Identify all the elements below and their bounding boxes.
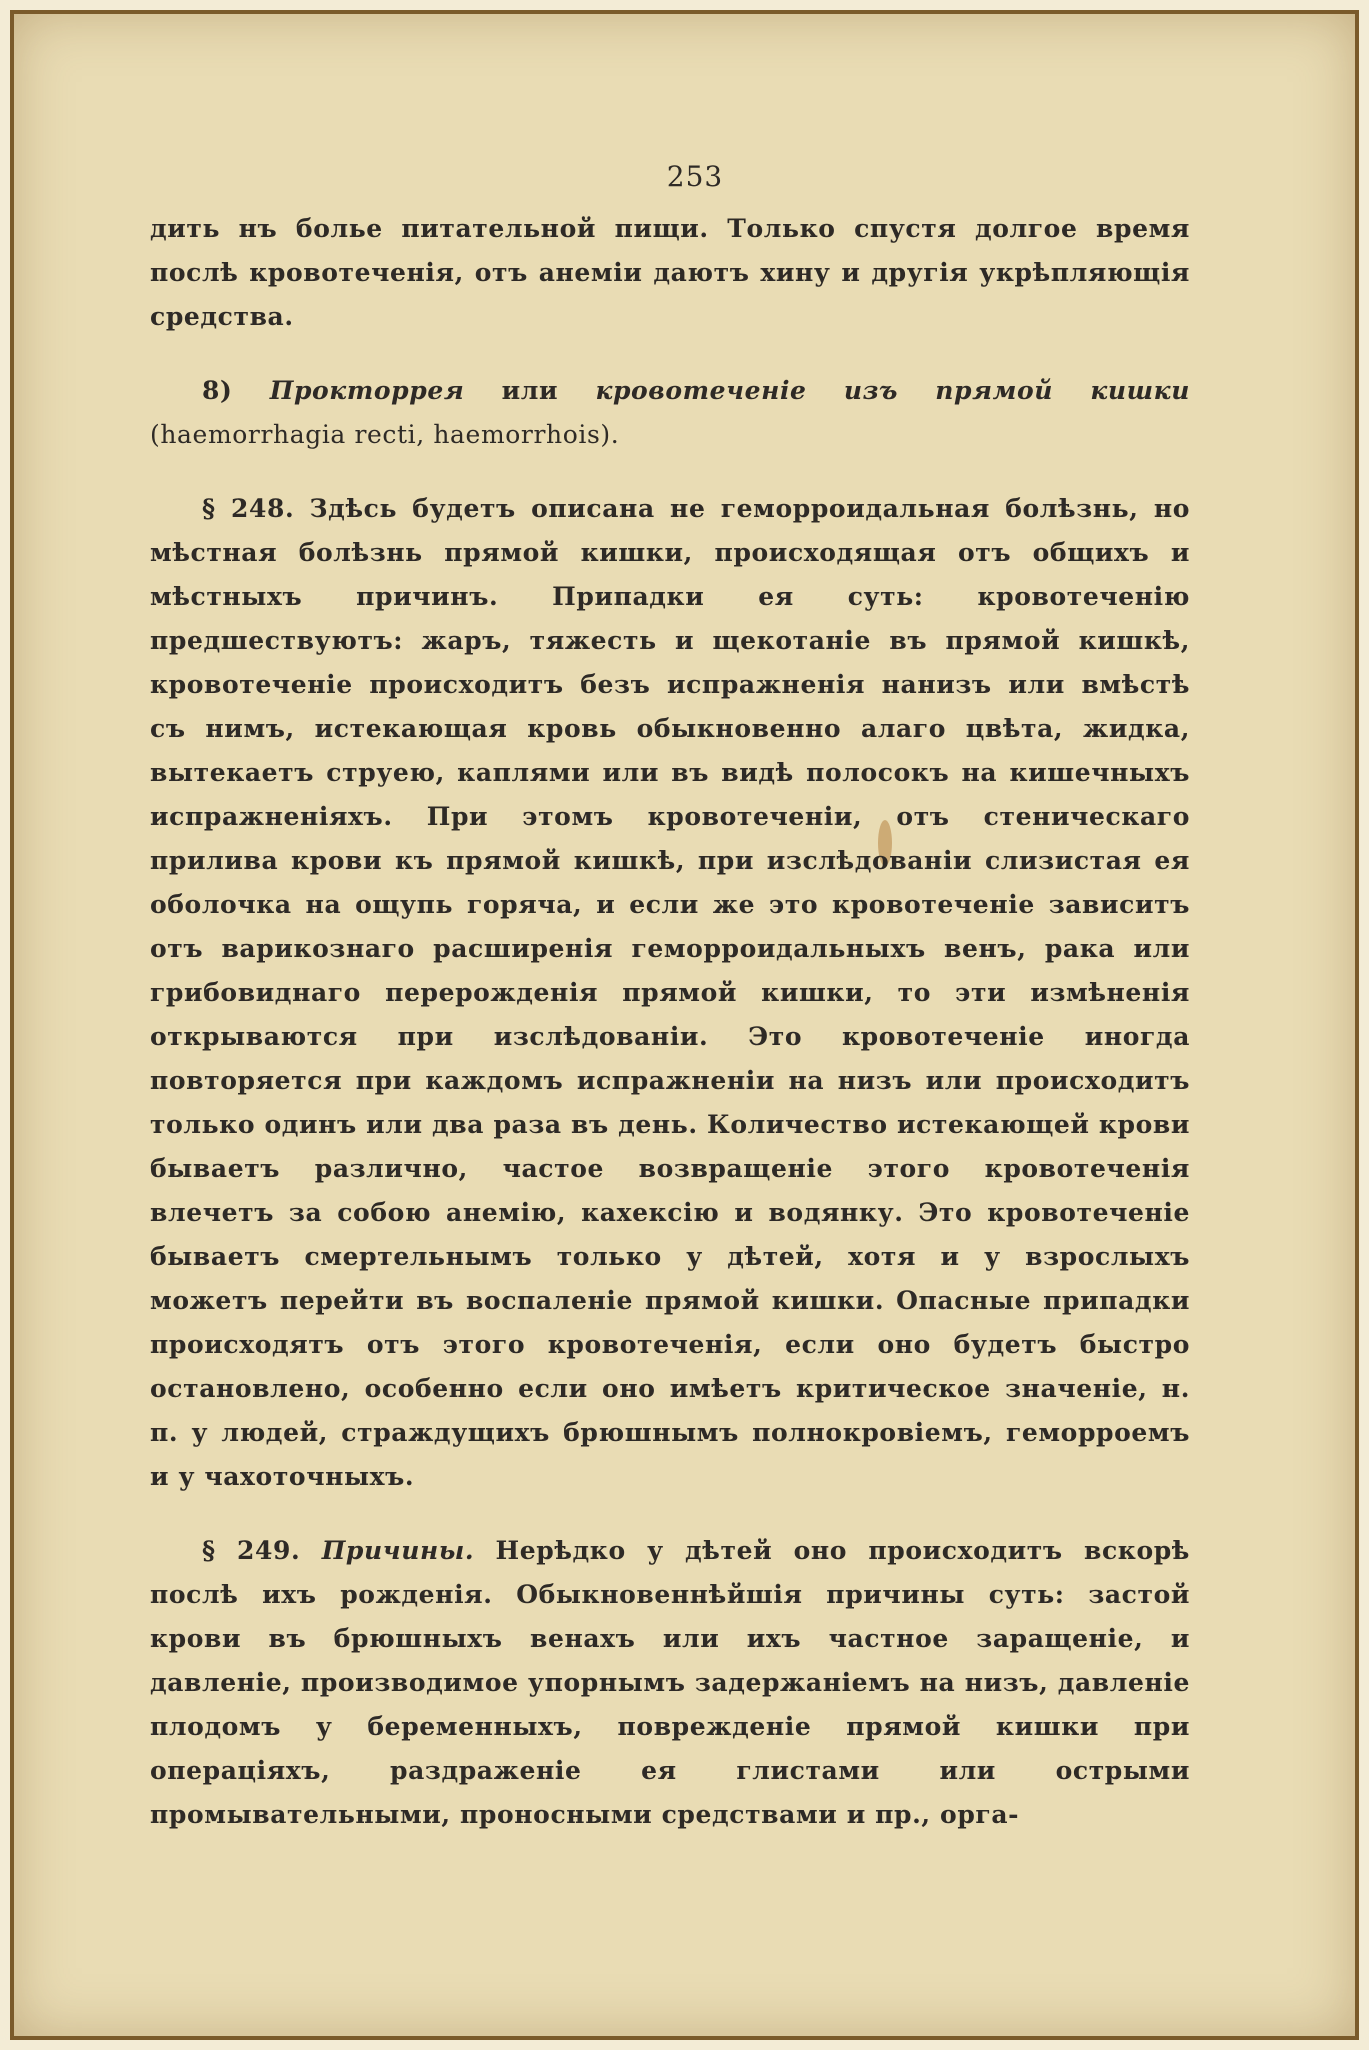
heading-latin-term: (haemorrhagia recti, haemorrhois). [150,420,620,449]
heading-connector: или [501,376,559,405]
section-text: Нерѣдко у дѣтей оно происходитъ вскорѣ послѣ ихъ рожденія. Обыкновеннѣйшія причины суть: застой крови въ брюшныхъ венахъ или ихъ частное заращеніе, и давленіе, производимое упорнымъ задержаніемъ на низъ, давленіе плодомъ у беременныхъ, поврежденіе прямой кишки при операціяхъ, раздраженіе ея глистами или острыми промывательными, проносными средствами и пр., орга- [150,1536,1190,1829]
paragraph-section-249 [150,1529,1190,1837]
section-number: § 249. [202,1536,301,1565]
heading-number: 8) [202,376,233,405]
paragraph-continuation: дить нъ болье питательной пищи. Только спустя долгое время послѣ кровотеченія, отъ анеміи даютъ хину и другія укрѣпляющія средства. [150,214,1190,331]
heading-title-alt: кровотеченіе изъ прямой кишки [595,376,1190,405]
heading-title: Прокторрея [269,376,465,405]
paragraph-section-248: § 248. Здѣсь будетъ описана не геморроидальная болѣзнь, но мѣстная болѣзнь прямой кишки, происходящая отъ общихъ и мѣстныхъ причинъ. Припадки ея суть: кровотеченію предшествуютъ: жаръ, тяжесть и щекотаніе въ прямой кишкѣ, кровотеченіе происходитъ безъ испражненія нанизъ или вмѣстѣ съ нимъ, истекающая кровь обыкновенно алаго цвѣта, жидка, вытекаетъ струею, каплями или въ видѣ полосокъ на кишечныхъ испражненіяхъ. При этомъ кровотеченіи, отъ стеническаго прилива крови къ прямой кишкѣ, при изслѣдованіи слизистая ея оболочка на ощупь горяча, и если же это кровотеченіе зависитъ отъ варикознаго расширенія геморроидальныхъ венъ, рака или грибовиднаго перерожденія прямой кишки, то эти измѣненія открываются при изслѣдованіи. Это кровотеченіе иногда повторяется при каждомъ испражненіи на низъ или происходитъ только одинъ или два раза въ день. Количество истекающей крови бываетъ различно, частое возвращеніе этого кровотеченія влечетъ за собою анемію, кахексію и водянку. Это кровотеченіе бываетъ смертельнымъ только у дѣтей, хотя и у взрослыхъ можетъ перейти въ воспаленіе прямой кишки. Опасные припадки происходятъ отъ этого кровотеченія, если оно будетъ быстро остановлено, особенно если оно имѣетъ критическое значеніе, н. п. у людей, страждущихъ брюшнымъ полнокровіемъ, геморроемъ и у чахоточныхъ. [150,494,1190,1491]
page-number: 253 [666,160,724,193]
page-text-block [150,160,1190,1837]
section-title: Причины. [321,1536,475,1565]
paragraph-heading-proctorrhea [150,369,1190,457]
